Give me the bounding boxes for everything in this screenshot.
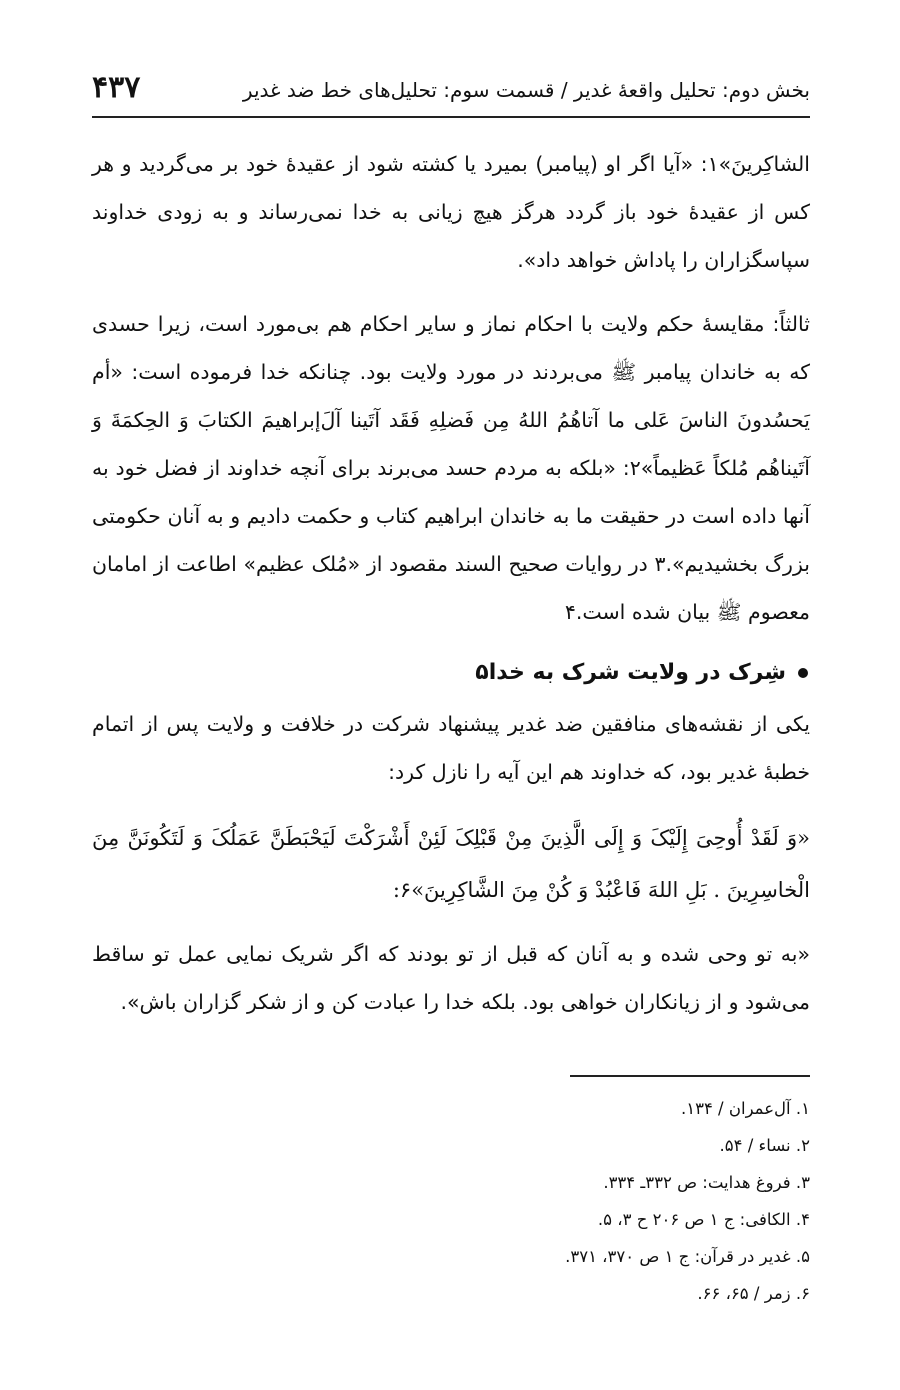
footnote-1: ۱. آل‌عمران / ۱۳۴. bbox=[680, 1099, 810, 1118]
footnote-5: ۵. غدیر در قرآن: ج ۱ ص ۳۷۰، ۳۷۱. bbox=[565, 1247, 810, 1266]
bullet-icon bbox=[798, 668, 808, 678]
verse-translation: «به تو وحی شده و به آنان که قبل از تو بودند که اگر شریک نمایی عمل تو ساقط می‌شود و از زیانکاران خواهی بود. بلکه خدا را عبادت کن و از شکر گزاران باش». bbox=[92, 942, 810, 1014]
section-heading-text: شِرک در ولایت شرک به خدا۵ bbox=[475, 660, 786, 685]
footnotes bbox=[210, 1090, 810, 1312]
footnote-6: ۶. زمر / ۶۵، ۶۶. bbox=[697, 1284, 810, 1303]
quran-verse: «وَ لَقَدْ أُوحِیَ إِلَیْکَ وَ إِلَی الَّذِینَ مِنْ قَبْلِکَ لَئِنْ أَشْرَکْتَ لَیَحْبَطَنَّ عَمَلُکَ وَ لَتَکُونَنَّ مِنَ الْخاسِرِینَ . بَلِ اللهَ فَاعْبُدْ وَ کُنْ مِنَ الشَّاکِرِینَ»۶: bbox=[92, 826, 810, 902]
page-header bbox=[92, 66, 810, 118]
paragraph-2: ثالثاً: مقایسهٔ حکم ولایت با احکام نماز و سایر احکام هم بی‌مورد است، زیرا حسدی که به خاندان پیامبر ﷺ می‌بردند در مورد ولایت بود. چنانکه خدا فرموده است: «أم یَحسُدونَ الناسَ عَلی ما آتاهُمُ اللهُ مِن فَضلِهِ فَقَد آتَینا آلَ‌إبراهیمَ الکتابَ وَ الحِکمَةَ وَ آتَیناهُم مُلکاً عَظیماً»۲: «بلکه به مردم حسد می‌برند برای آنچه خداوند از فضل خود به آنها داده است در حقیقت ما به خاندان ابراهیم کتاب و حکمت دادیم و به آنان حکومتی بزرگ بخشیدیم».۳ در روایات صحیح السند مقصود از «مُلک عظیم» اطاعت از امامان معصوم ﷺ بیان شده است.۴ bbox=[92, 312, 810, 624]
paragraph-3: یکی از نقشه‌های منافقین ضد غدیر پیشنهاد شرکت در خلافت و ولایت پس از اتمام خطبهٔ غدیر بود، که خداوند هم این آیه را نازل کرد: bbox=[92, 712, 810, 784]
footnote-4: ۴. الکافی: ج ۱ ص ۲۰۶ ح ۳، ۵. bbox=[597, 1210, 810, 1229]
section-heading bbox=[475, 660, 808, 685]
paragraph-1: الشاکِرینَ»۱: «آیا اگر او (پیامبر) بمیرد یا کشته شود از عقیدهٔ خود بر می‌گردید و هر کس از عقیدهٔ خود باز گردد هرگز هیچ زیانی به خدا نمی‌رساند و به زودی خداوند سپاسگزاران را پاداش خواهد داد». bbox=[92, 152, 810, 272]
footnote-2: ۲. نساء / ۵۴. bbox=[719, 1136, 810, 1155]
running-title: بخش دوم: تحلیل واقعهٔ غدیر / قسمت سوم: تحلیل‌های خط ضد غدیر bbox=[242, 78, 810, 102]
footnote-divider bbox=[570, 1075, 810, 1077]
page-number: ۴۳۷ bbox=[92, 70, 141, 105]
footnote-3: ۳. فروغ هدایت: ص ۳۳۲ـ ۳۳۴. bbox=[603, 1173, 810, 1192]
